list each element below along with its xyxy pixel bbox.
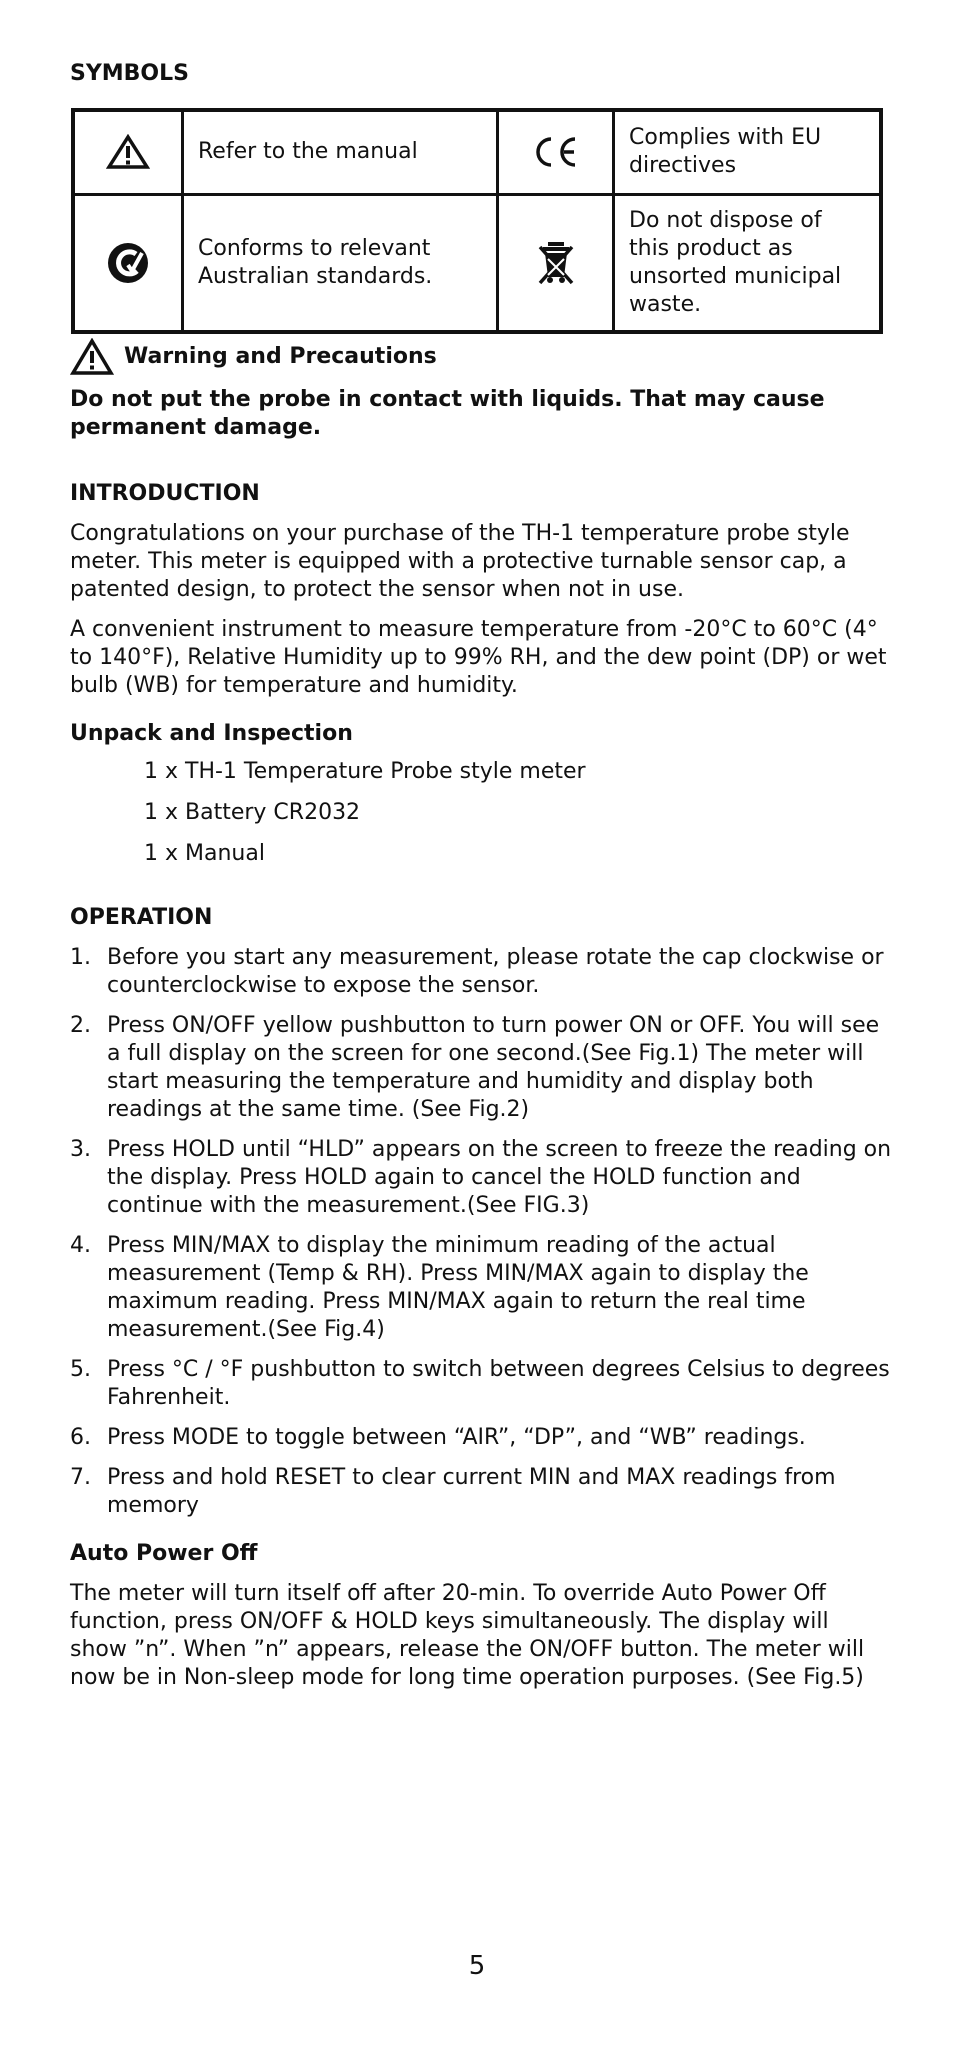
step-number: 2. (70, 1013, 91, 1038)
warning-heading (70, 338, 892, 376)
list-item: 1 x Manual (144, 841, 265, 866)
warning-triangle-icon (70, 338, 114, 376)
page-number: 5 (468, 1951, 486, 1981)
step-text: Press ON/OFF yellow pushbutton to turn power ON or OFF. You will see a full display on the screen for one second.(See Fig.1) The meter will start measuring the temperature and humidity and display both readings at the same time. (See Fig.2) (107, 1013, 880, 1122)
symbol-cell (498, 194, 614, 332)
warning-text: Do not put the probe in contact with liquids. That may cause permanent damage. (70, 387, 825, 440)
step-text: Press HOLD until “HLD” appears on the screen to freeze the reading on the display. Press HOLD again to cancel the HOLD function and continue with the measurement.(See FIG.3) (107, 1137, 892, 1218)
symbols-table (71, 108, 883, 334)
symbol-description: Conforms to relevant Australian standards. (183, 194, 498, 332)
introduction-heading: INTRODUCTION (70, 481, 260, 506)
auto-power-off-heading: Auto Power Off (70, 1541, 258, 1566)
symbol-description: Do not dispose of this product as unsorted municipal waste. (614, 194, 882, 332)
step-text: Press °C / °F pushbutton to switch between degrees Celsius to degrees Fahrenheit. (107, 1357, 890, 1410)
manual-page (70, 60, 892, 1692)
c-tick-icon (89, 241, 167, 285)
list-item: 1 x Battery CR2032 (144, 800, 361, 825)
introduction-paragraph: A convenient instrument to measure temperature from -20°C to 60°C (4° to 140°F), Relative Humidity up to 99% RH, and the dew point (DP) or wet bulb (WB) for temperature and humidity. (70, 617, 887, 698)
symbol-cell (73, 194, 183, 332)
step-number: 5. (70, 1357, 91, 1382)
auto-power-off-text: The meter will turn itself off after 20-min. To override Auto Power Off function, press ON/OFF & HOLD keys simultaneously. The display will show ”n”. When ”n” appears, release the ON/OFF button. The meter will now be in Non-sleep mode for long time operation purposes. (See Fig.5) (70, 1581, 865, 1690)
step-text: Press and hold RESET to clear current MIN and MAX readings from memory (107, 1465, 836, 1518)
symbols-row (73, 110, 881, 194)
ce-mark-icon (513, 135, 598, 169)
symbols-row (73, 194, 881, 332)
symbols-heading: SYMBOLS (70, 61, 190, 86)
unpack-list (70, 758, 892, 868)
list-item (70, 1136, 892, 1220)
step-text: Press MIN/MAX to display the minimum reading of the actual measurement (Temp & RH). Press MIN/MAX again to display the maximum reading. Press MIN/MAX again to return the real time measurement.(See Fig.4) (107, 1233, 809, 1342)
introduction-paragraph: Congratulations on your purchase of the TH-1 temperature probe style meter. This meter is equipped with a protective turnable sensor cap, a patented design, to protect the sensor when not in use. (70, 521, 850, 602)
list-item (70, 1232, 892, 1344)
list-item (70, 1356, 892, 1412)
symbol-description: Complies with EU directives (614, 110, 882, 194)
step-number: 4. (70, 1233, 91, 1258)
list-item (70, 1424, 892, 1452)
step-number: 3. (70, 1137, 91, 1162)
warning-triangle-icon (89, 134, 167, 170)
symbol-description: Refer to the manual (183, 110, 498, 194)
operation-heading: OPERATION (70, 905, 213, 930)
unpack-heading: Unpack and Inspection (70, 721, 353, 746)
symbol-cell (498, 110, 614, 194)
symbol-cell (73, 110, 183, 194)
step-number: 6. (70, 1425, 91, 1450)
crossed-bin-icon (513, 239, 598, 287)
warning-title: Warning and Precautions (124, 344, 437, 369)
list-item (70, 1464, 892, 1520)
list-item (70, 1012, 892, 1124)
list-item (70, 944, 892, 1000)
step-text: Press MODE to toggle between “AIR”, “DP”, and “WB” readings. (107, 1425, 806, 1450)
operation-steps (70, 944, 892, 1520)
step-number: 7. (70, 1465, 91, 1490)
step-text: Before you start any measurement, please rotate the cap clockwise or counterclockwise to expose the sensor. (107, 945, 884, 998)
step-number: 1. (70, 945, 91, 970)
list-item: 1 x TH-1 Temperature Probe style meter (144, 759, 586, 784)
